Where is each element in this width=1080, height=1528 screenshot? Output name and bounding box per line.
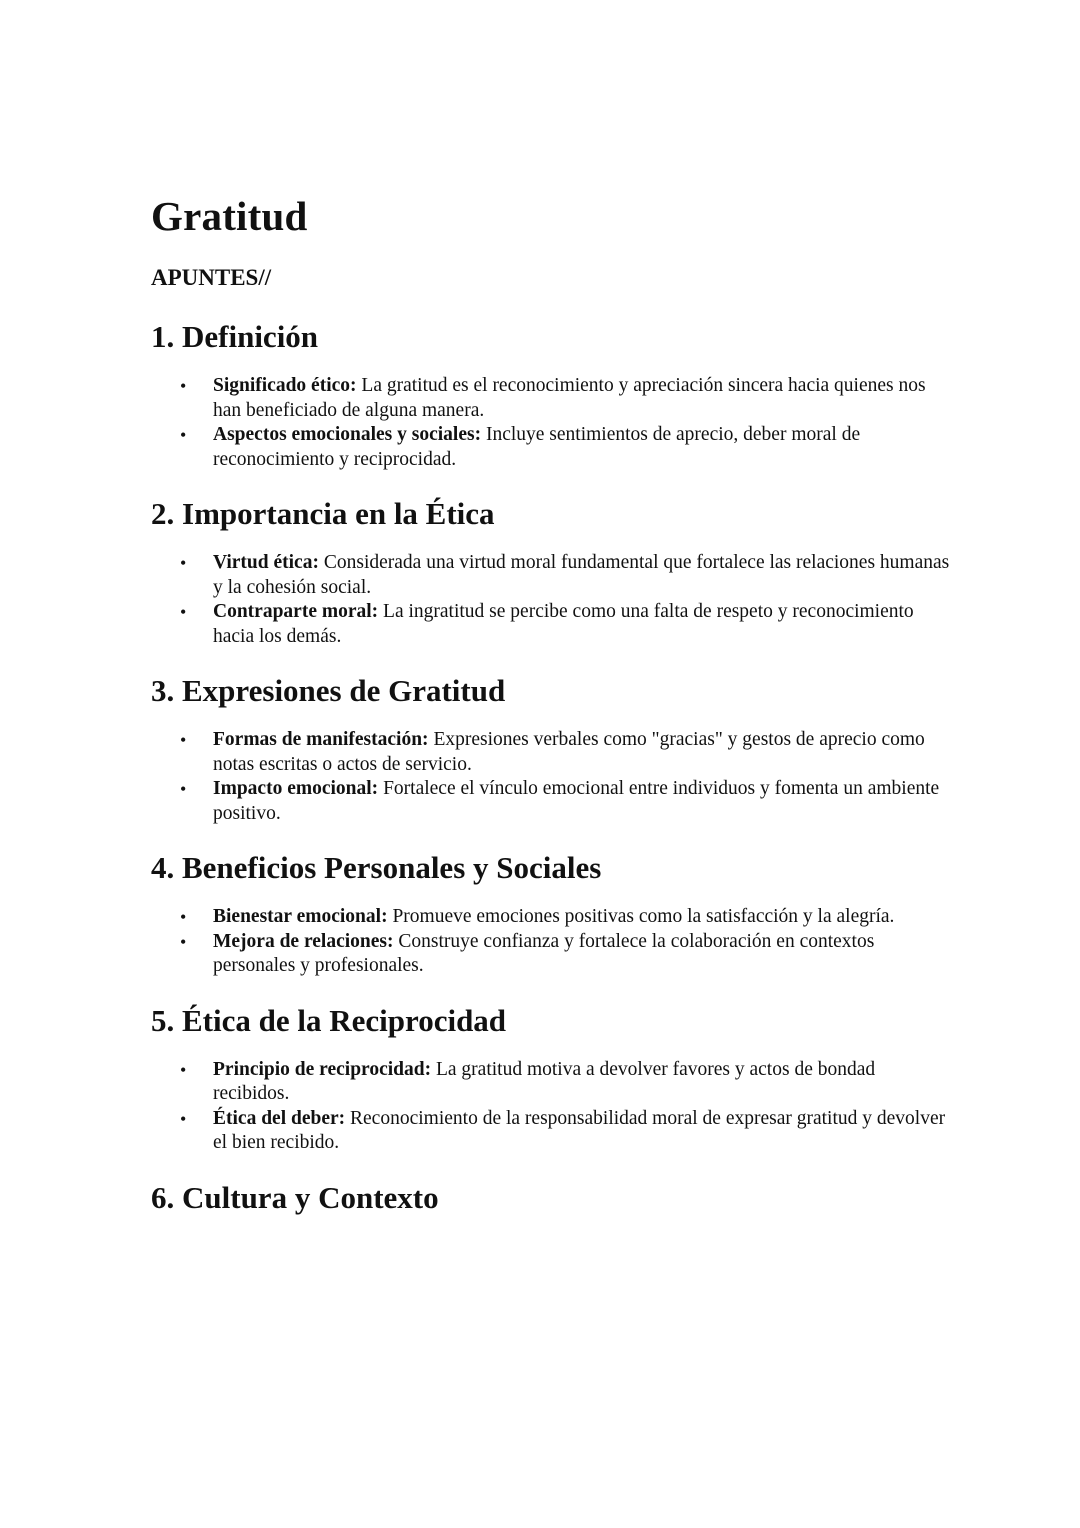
bullet-term: Ética del deber: <box>213 1107 346 1129</box>
list-item <box>151 1058 951 1107</box>
list-item <box>151 777 951 826</box>
page-title: Gratitud <box>151 193 308 239</box>
bullet-text: Construye confianza y fortalece la colaboración en contextos personales y profesionales. <box>213 930 875 976</box>
bullet-list <box>151 1058 951 1156</box>
list-item <box>151 728 951 777</box>
section-expresiones <box>151 672 951 826</box>
bullet-text: Fortalece el vínculo emocional entre individuos y fomenta un ambiente positivo. <box>213 778 940 824</box>
section-importancia <box>151 495 951 649</box>
bullet-text: Considerada una virtud moral fundamental que fortalece las relaciones humanas y la cohesión social. <box>213 552 950 598</box>
list-item <box>151 1107 951 1156</box>
bullet-term: Principio de reciprocidad: <box>213 1058 432 1080</box>
bullet-term: Formas de manifestación: <box>213 729 429 750</box>
bullet-list <box>151 728 951 826</box>
list-item <box>151 600 951 649</box>
bullet-term: Impacto emocional: <box>213 778 379 799</box>
section-heading: 5. Ética de la Reciprocidad <box>151 1002 507 1038</box>
bullet-term: Aspectos emocionales y sociales: <box>213 424 482 445</box>
bullet-text: Promueve emociones positivas como la satisfacción y la alegría. <box>387 906 895 927</box>
list-item <box>151 374 951 423</box>
bullet-term: Bienestar emocional: <box>213 906 388 927</box>
section-cultura <box>151 1179 951 1217</box>
list-item <box>151 905 951 930</box>
bullet-term: Virtud ética: <box>213 552 319 573</box>
bullet-text: La gratitud motiva a devolver favores y actos de bondad recibidos. <box>213 1058 876 1104</box>
bullet-list <box>151 374 951 472</box>
bullet-term: Significado ético: <box>213 375 357 396</box>
list-item <box>151 930 951 979</box>
bullet-list <box>151 551 951 649</box>
bullet-text: La ingratitud se percibe como una falta de respeto y reconocimiento hacia los demás. <box>213 601 914 647</box>
section-reciprocidad <box>151 1002 951 1156</box>
bullet-list <box>151 905 951 979</box>
bullet-text: Expresiones verbales como "gracias" y gestos de aprecio como notas escritas o actos de servicio. <box>213 729 925 775</box>
subtitle: APUNTES// <box>151 265 272 290</box>
section-heading: 1. Definición <box>151 319 319 354</box>
section-definicion <box>151 318 951 472</box>
section-heading: 2. Importancia en la Ética <box>151 496 495 531</box>
section-heading: 6. Cultura y Contexto <box>151 1179 439 1215</box>
section-beneficios <box>151 849 951 979</box>
bullet-text: Reconocimiento de la responsabilidad moral de expresar gratitud y devolver el bien recibido. <box>213 1107 946 1153</box>
bullet-term: Contraparte moral: <box>213 601 379 622</box>
list-item <box>151 423 951 472</box>
section-heading: 4. Beneficios Personales y Sociales <box>151 850 602 885</box>
bullet-text: La gratitud es el reconocimiento y apreciación sincera hacia quienes nos han beneficiado de alguna manera. <box>213 375 926 421</box>
bullet-text: Incluye sentimientos de aprecio, deber moral de reconocimiento y reciprocidad. <box>213 424 861 470</box>
bullet-term: Mejora de relaciones: <box>213 930 394 952</box>
section-heading: 3. Expresiones de Gratitud <box>151 673 506 708</box>
list-item <box>151 551 951 600</box>
document-page <box>151 190 951 1217</box>
